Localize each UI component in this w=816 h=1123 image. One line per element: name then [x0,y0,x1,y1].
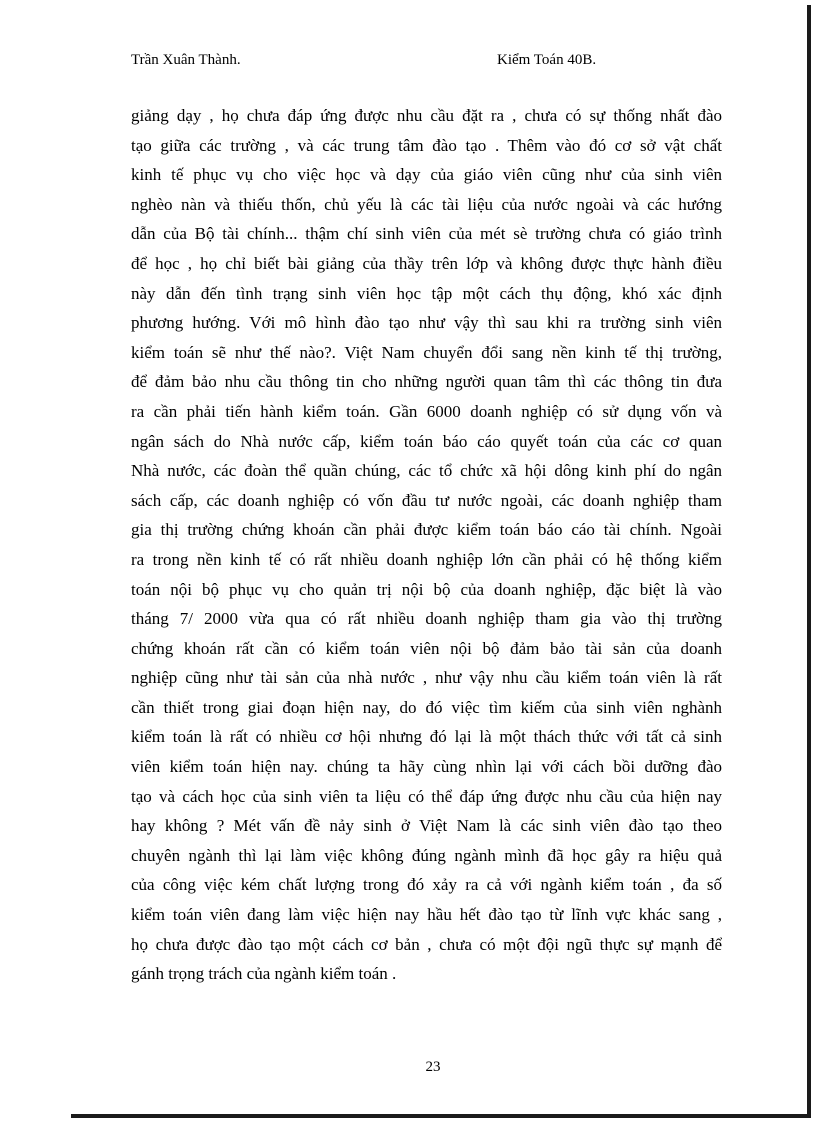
text-line: viên kiểm toán hiện nay. chúng ta hãy cùng nhìn lại với cách bồi dưỡng đào [131,757,722,777]
header-author: Trần Xuân Thành. [131,52,241,68]
text-line: tháng 7/ 2000 vừa qua có rất nhiều doanh nghiệp tham gia vào thị trường [131,609,722,629]
text-line: họ chưa được đào tạo một cách cơ bản , chưa có một đội ngũ thực sự mạnh để [131,934,722,954]
body-text [131,101,722,989]
text-line: tạo giữa các trường , và các trung tâm đào tạo . Thêm vào đó cơ sở vật chất [131,135,722,155]
page-header [131,52,651,74]
page-border-right [807,5,811,1118]
text-line: của công việc kém chất lượng trong đó xảy ra cả với ngành kiểm toán , đa số [131,875,722,895]
text-line: chứng khoán rất cần có kiểm toán viên nội bộ đảm bảo tài sản của doanh [131,638,722,658]
text-line: kiểm toán sẽ như thế nào?. Việt Nam chuyển đổi sang nền kinh tế thị trường, [131,342,722,362]
text-line: dẫn của Bộ tài chính... thậm chí sinh viên của mét sè trường chưa có giáo trình [131,224,722,244]
text-line: này dẫn đến tình trạng sinh viên học tập một cách thụ động, khó xác định [131,283,722,303]
text-line: kiểm toán viên đang làm việc hiện nay hầu hết đào tạo từ lĩnh vực khác sang , [131,905,722,925]
text-line: để học , họ chỉ biết bài giảng của thầy trên lớp và không được thực hành điều [131,253,722,273]
text-line: để đảm bảo nhu cầu thông tin cho những người quan tâm thì các thông tin đưa [131,372,722,392]
text-line: ra cần phải tiến hành kiểm toán. Gần 6000 doanh nghiệp có sử dụng vốn và [131,401,722,421]
text-line: Nhà nước, các đoàn thể quần chúng, các tổ chức xã hội dông kinh phí do ngân [131,461,722,481]
page-number: 23 [425,1059,441,1075]
text-line: toán nội bộ phục vụ cho quản trị nội bộ của doanh nghiệp, đặc biệt là vào [131,579,722,599]
text-line: ngân sách do Nhà nước cấp, kiểm toán báo cáo quyết toán của các cơ quan [131,431,722,451]
page-border-bottom [71,1114,811,1118]
text-line: tạo và cách học của sinh viên ta liệu có thể đáp ứng được nhu cầu của hiện nay [131,786,722,806]
text-line: cần thiết trong giai đoạn hiện nay, do đó việc tìm kiếm của sinh viên nghành [131,697,722,717]
text-line: giảng dạy , họ chưa đáp ứng được nhu cầu đặt ra , chưa có sự thống nhất đào [131,106,722,125]
text-line: phương hướng. Với mô hình đào tạo như vậy thì sau khi ra trường sinh viên [131,313,722,333]
text-line: sách cấp, các doanh nghiệp có vốn đầu tư nước ngoài, các doanh nghiệp tham [131,490,722,510]
text-line: gánh trọng trách của ngành kiểm toán . [131,964,397,984]
text-line: kinh tế phục vụ cho việc học và dạy của giáo viên cũng như của sinh viên [131,165,722,185]
text-line: chuyên ngành thì lại làm việc không đúng ngành mình đã học gây ra hiệu quả [131,845,722,865]
text-line: hay không ? Mét vấn đề nảy sinh ở Việt Nam là các sinh viên đào tạo theo [131,816,722,836]
text-line: kiểm toán là rất có nhiều cơ hội nhưng đó lại là một thách thức với tất cả sinh [131,727,722,747]
text-line: nghiệp cũng như tài sản của nhà nước , như vậy nhu cầu kiểm toán viên là rất [131,668,722,688]
header-course: Kiểm Toán 40B. [497,52,597,68]
text-line: ra trong nền kinh tế có rất nhiều doanh nghiệp lớn cần phải có hệ thống kiểm [131,549,722,569]
text-line: gia thị trường chứng khoán cần phải được kiểm toán báo cáo tài chính. Ngoài [131,520,722,540]
text-line: nghèo nàn và thiếu thốn, chủ yếu là các tài liệu của nước ngoài và các hướng [131,194,722,214]
